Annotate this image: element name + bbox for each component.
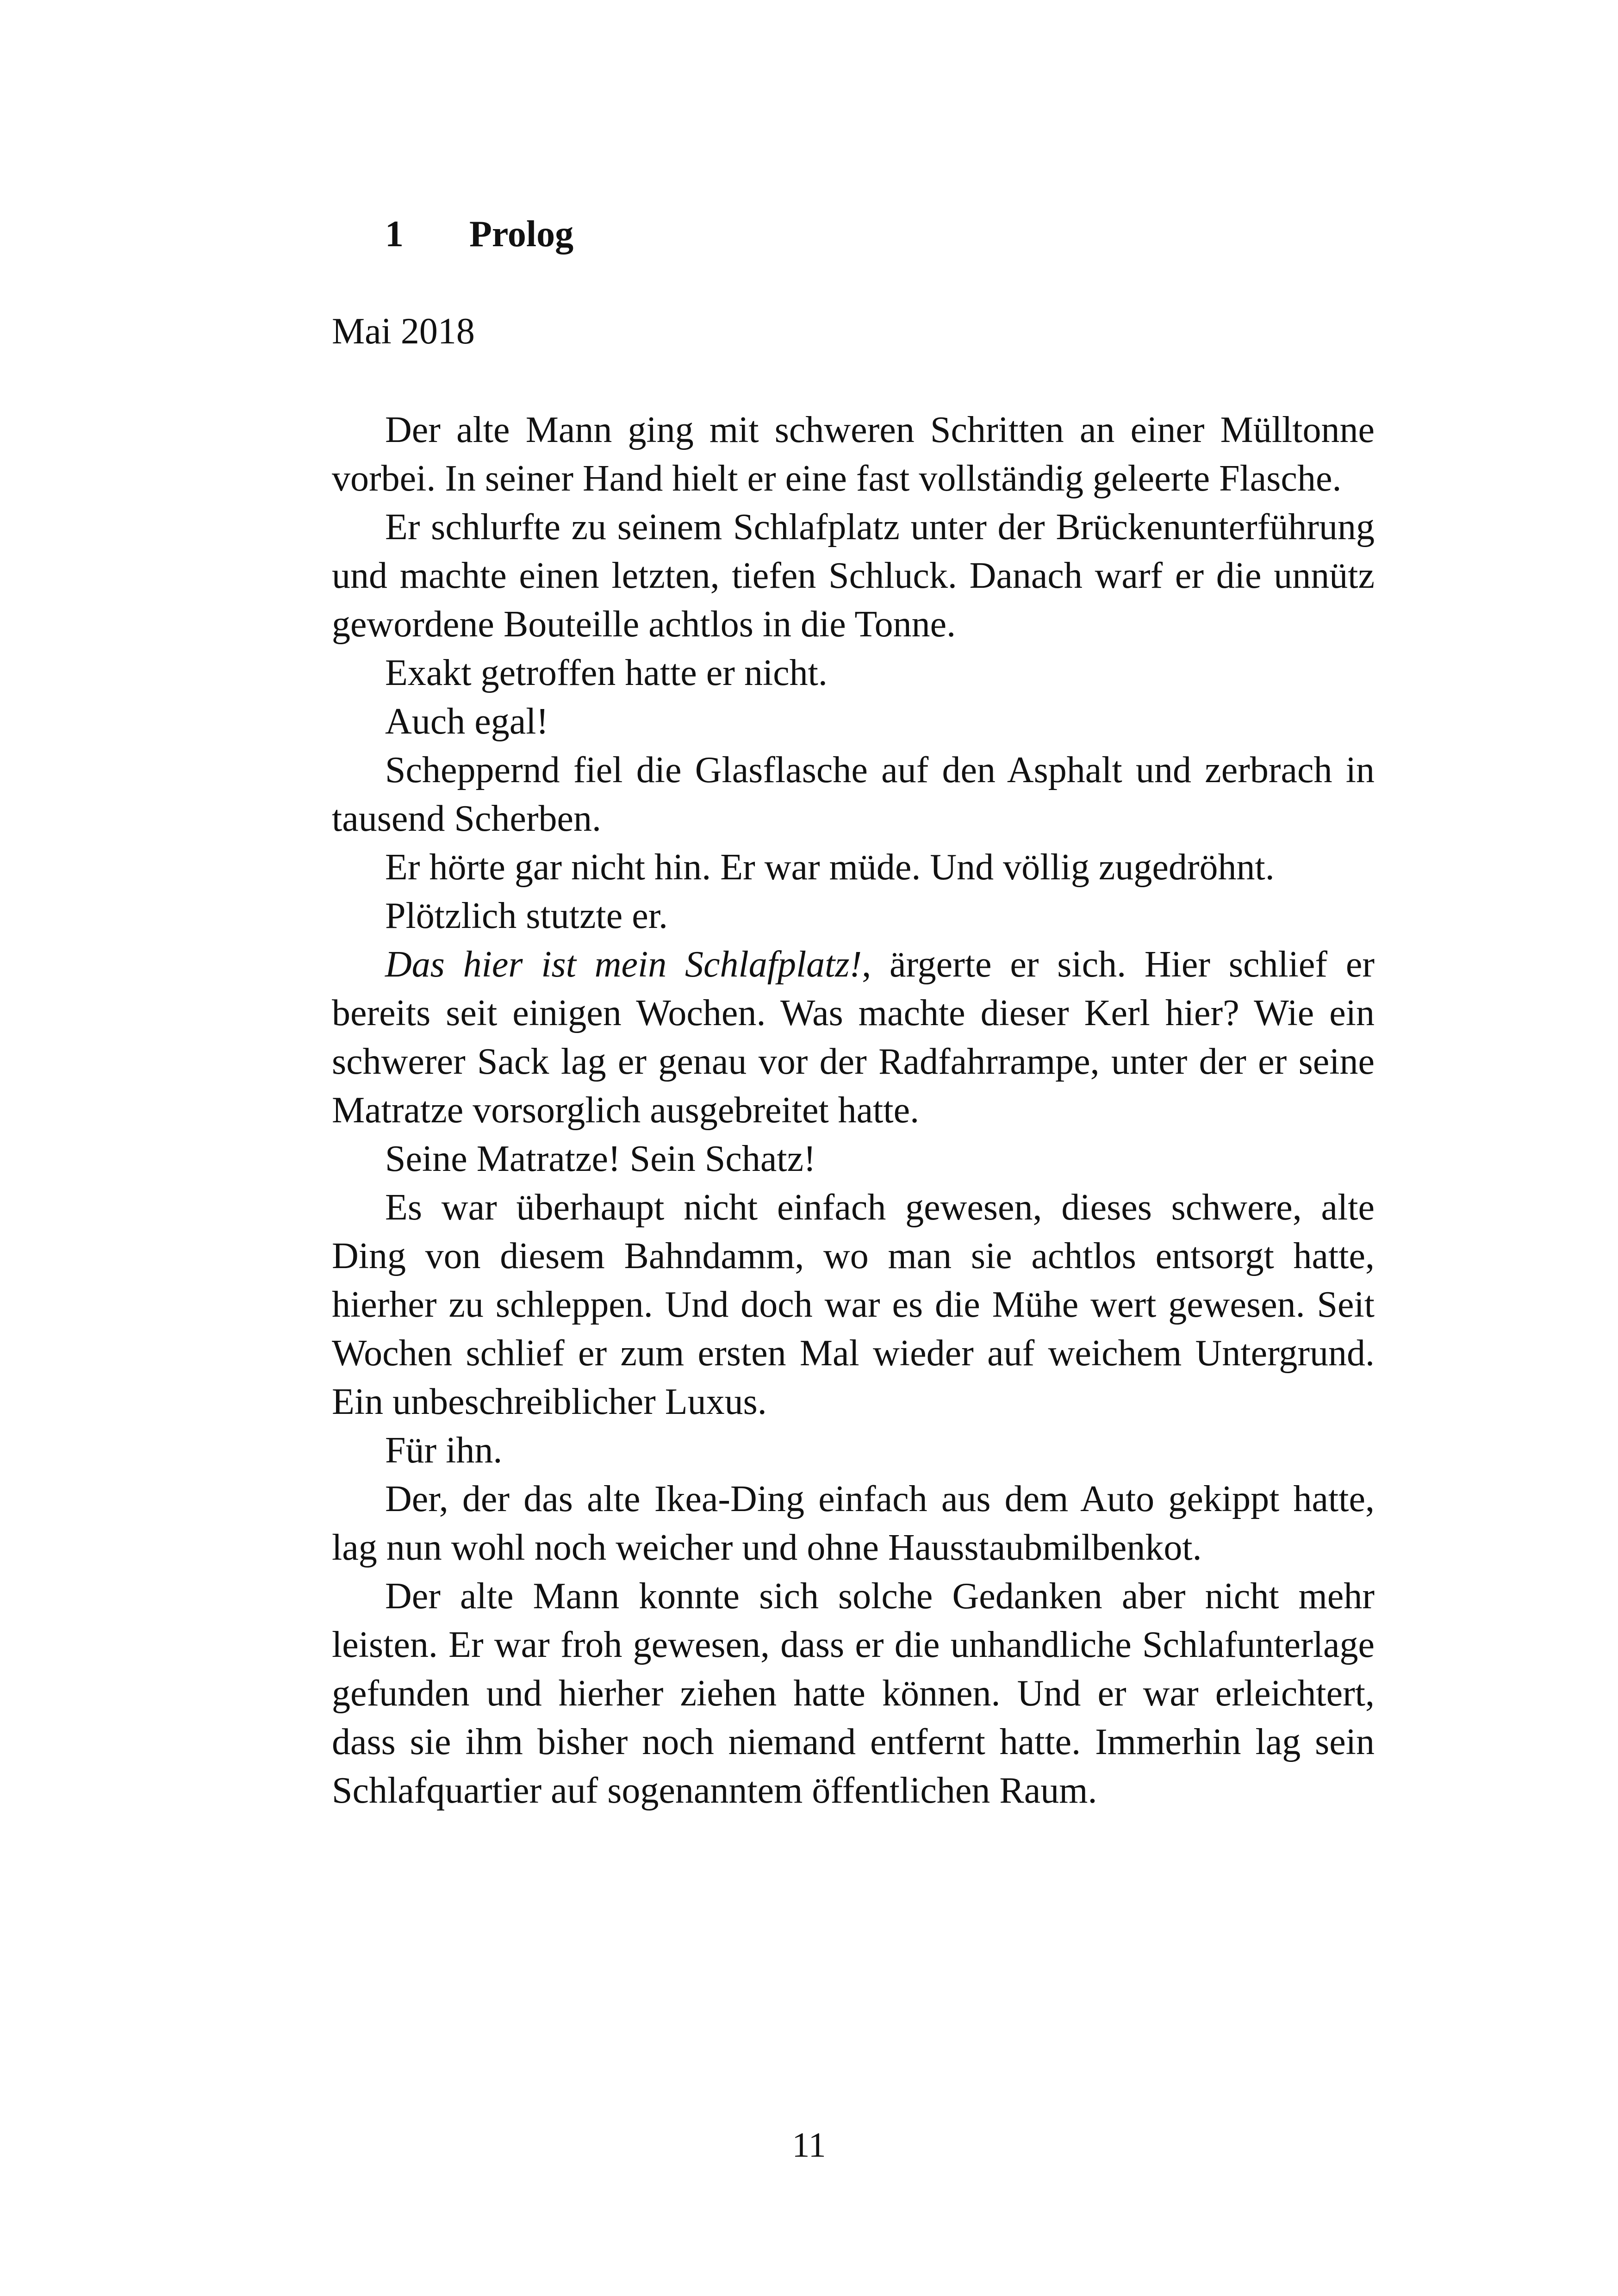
paragraph: Es war überhaupt nicht einfach gewesen, dieses schwere, alte Ding von diesem Bahndamm, wo man sie achtlos entsorgt hatte, hierher zu schleppen. Und doch war es die Mühe wert gewesen. Seit Wochen schlief er zum ersten Mal wieder auf weichem Untergrund. Ein unbeschreiblicher Luxus. xyxy=(332,1187,1375,1422)
chapter-number: 1 xyxy=(385,214,404,255)
page-number: 11 xyxy=(792,2126,826,2165)
paragraph: Seine Matratze! Sein Schatz! xyxy=(385,1139,816,1179)
paragraph: Das hier ist mein Schlafplatz!, ärgerte er sich. Hier schlief er bereits seit einigen Wochen. Was machte dieser Kerl hier? Wie ein schwerer Sack lag er genau vor der Radfahrrampe, unter der er seine Matratze vorsorglich ausgebreitet hatte. xyxy=(332,944,1375,1131)
paragraph: Er schlurfte zu seinem Schlafplatz unter der Brückenunterführung und machte einen letzten, tiefen Schluck. Danach warf er die unnütz gewordene Bouteille achtlos in die Tonne. xyxy=(332,507,1375,645)
paragraph: Der alte Mann ging mit schweren Schritten an einer Mülltonne vorbei. In seiner Hand hielt er eine fast vollständig geleerte Flasche. xyxy=(332,410,1375,499)
paragraph: Er hörte gar nicht hin. Er war müde. Und völlig zugedröhnt. xyxy=(385,847,1275,888)
chapter-heading xyxy=(385,212,573,256)
paragraph: Der, der das alte Ikea-Ding einfach aus dem Auto gekippt hatte, lag nun wohl noch weicher und ohne Hausstaubmilbenkot. xyxy=(332,1479,1375,1568)
paragraph: Für ihn. xyxy=(385,1430,503,1471)
paragraph: Auch egal! xyxy=(385,701,549,742)
paragraph: Exakt getroffen hatte er nicht. xyxy=(385,653,828,693)
paragraph: Der alte Mann konnte sich solche Gedanken aber nicht mehr leisten. Er war froh gewesen, dass er die unhandliche Schlafunterlage gefunden und hierher ziehen hatte können. Und er war erleichtert, dass sie ihm bisher noch niemand entfernt hatte. Immerhin lag sein Schlafquartier auf sogenanntem öffentlichen Raum. xyxy=(332,1576,1375,1811)
paragraph: Scheppernd fiel die Glasflasche auf den Asphalt und zerbrach in tausend Scherben. xyxy=(332,750,1375,839)
paragraph: Plötzlich stutzte er. xyxy=(385,896,668,936)
chapter-title: Prolog xyxy=(469,214,574,255)
body-text xyxy=(332,406,1375,1815)
italic-thought: Das hier ist mein Schlafplatz! xyxy=(385,944,862,985)
date-line: Mai 2018 xyxy=(332,311,475,352)
